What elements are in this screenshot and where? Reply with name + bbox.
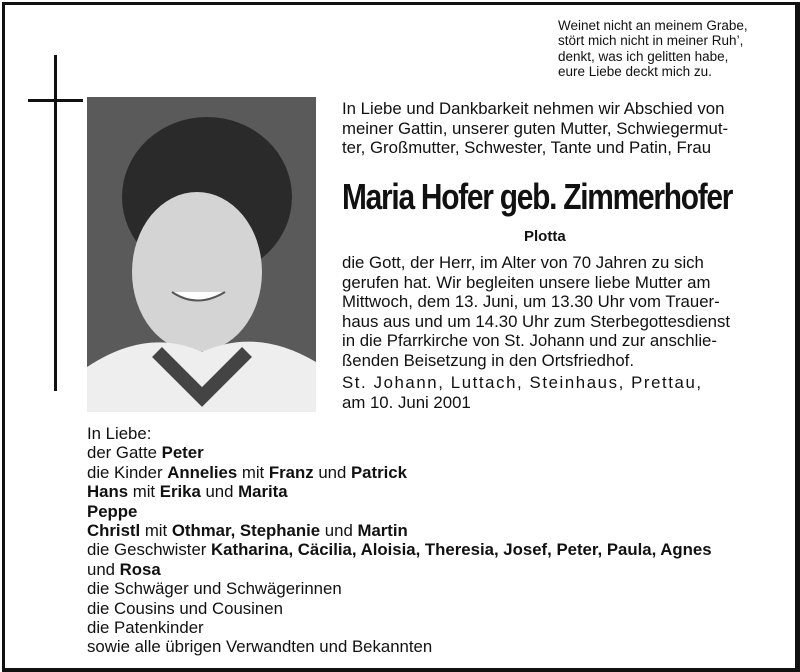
intro-line: In Liebe und Dankbarkeit nehmen wir Abschied von	[342, 99, 725, 118]
poem-line: eure Liebe deckt mich zu.	[558, 63, 712, 79]
deceased-name: Maria Hofer geb. Zimmerhofer	[342, 176, 733, 217]
cross-icon	[54, 55, 57, 391]
family-member-name: Franz	[268, 462, 314, 482]
family-line	[87, 637, 712, 656]
family-member-name: Rosa	[119, 559, 161, 579]
family-member-name: Martin	[357, 521, 408, 541]
poem-line: stört mich nicht in meiner Ruh’,	[558, 33, 744, 49]
portrait-photo	[87, 97, 316, 412]
family-member-name: Katharina, Cäcilia, Aloisia, Theresia, Josef, Peter, Paula, Agnes	[211, 540, 712, 560]
family-line	[87, 424, 712, 443]
body-line: ßenden Beisetzung in den Ortsfriedhof.	[342, 350, 634, 370]
family-text: die Geschwister	[87, 540, 212, 560]
poem-line: denkt, was ich gelitten habe,	[558, 48, 729, 64]
family-member-name: Peppe	[87, 501, 138, 521]
family-line	[87, 521, 712, 540]
family-member-name: Marita	[238, 482, 288, 502]
cross-icon-bar	[28, 99, 83, 102]
family-line	[87, 599, 712, 618]
family-member-name: Hans	[87, 482, 129, 502]
family-member-name: Othmar, Stephanie	[171, 521, 321, 541]
family-list	[87, 424, 712, 657]
family-line	[87, 540, 712, 559]
family-line	[87, 482, 712, 501]
family-text: und	[200, 482, 239, 502]
family-line	[87, 443, 712, 462]
family-text: die Cousins und Cousinen	[87, 598, 283, 618]
family-line	[87, 579, 712, 598]
family-text: mit	[128, 482, 160, 502]
family-line	[87, 560, 712, 579]
family-member-name: Erika	[159, 482, 201, 502]
family-text: mit	[140, 521, 172, 541]
body-line: gerufen hat. Wir begleiten unsere liebe Mutter am	[342, 272, 711, 292]
place-name: Plotta	[524, 228, 566, 245]
family-member-name: Patrick	[350, 462, 407, 482]
family-text: die Patenkinder	[87, 618, 204, 638]
family-text: und	[320, 521, 358, 541]
family-line	[87, 502, 712, 521]
family-text: die Schwäger und Schwägerinnen	[87, 579, 342, 599]
family-member-name: Peter	[161, 443, 204, 463]
poem-line: Weinet nicht an meinem Grabe,	[558, 18, 748, 33]
intro-line: meiner Gattin, unserer guten Mutter, Schwiegermut-	[342, 118, 729, 138]
poem	[558, 18, 748, 79]
body-line: in die Pfarrkirche von St. Johann und zur anschlie-	[342, 331, 717, 350]
family-line	[87, 463, 712, 482]
body-line: die Gott, der Herr, im Alter von 70 Jahren zu sich	[342, 253, 704, 272]
family-text: der Gatte	[87, 443, 162, 463]
intro-line: ter, Großmutter, Schwester, Tante und Patin, Frau	[342, 138, 712, 157]
family-text: sowie alle übrigen Verwandten und Bekannten	[87, 637, 433, 657]
family-line	[87, 618, 712, 637]
body-line: Mittwoch, dem 13. Juni, um 13.30 Uhr vom Trauer-	[342, 292, 720, 311]
family-member-name: Annelies	[167, 462, 238, 482]
family-text: mit	[237, 462, 269, 482]
family-text: und	[87, 559, 120, 579]
announcement-text	[342, 253, 772, 370]
location-date	[342, 373, 772, 412]
family-text: die Kinder	[87, 462, 168, 482]
intro-text	[342, 99, 772, 158]
family-member-name: Christl	[87, 521, 141, 541]
body-line: haus aus und um 14.30 Uhr zum Sterbegottesdienst	[342, 311, 731, 331]
family-text: In Liebe:	[87, 424, 152, 443]
family-text: und	[313, 462, 351, 482]
date: am 10. Juni 2001	[342, 392, 471, 412]
location: St. Johann, Luttach, Steinhaus, Prettau,	[342, 373, 703, 392]
